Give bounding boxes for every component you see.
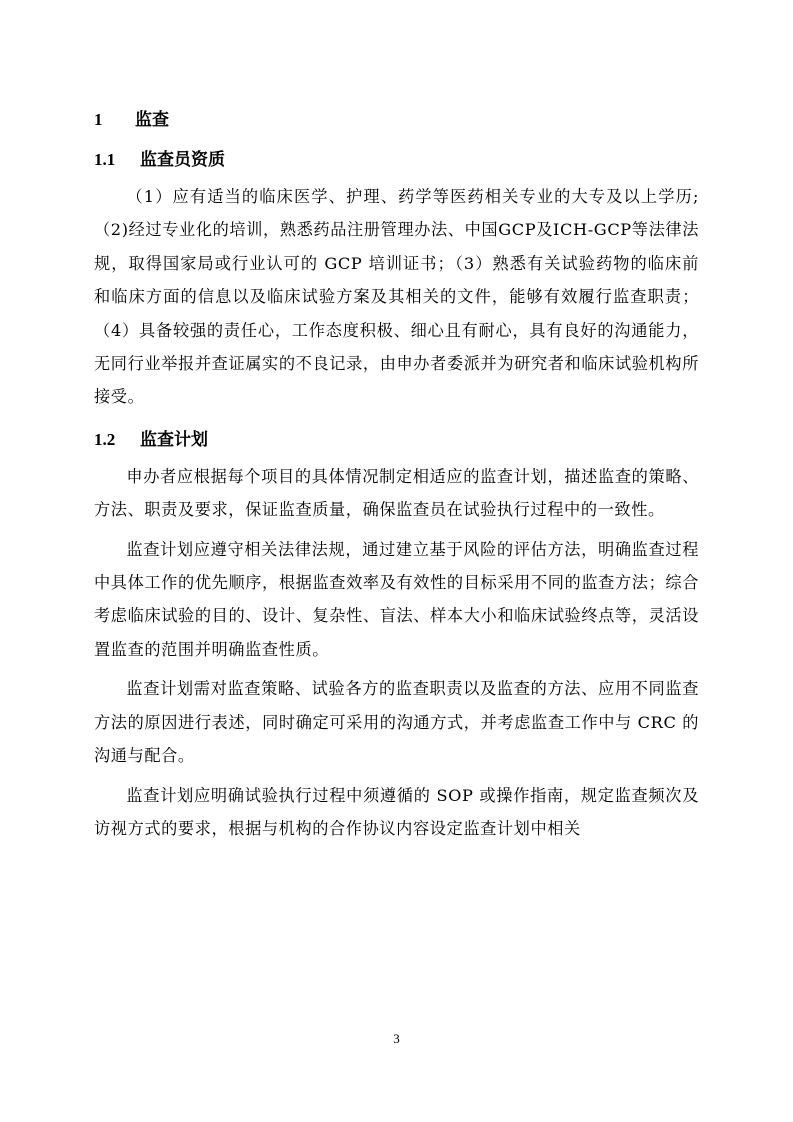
paragraph-plan-4: 监查计划应明确试验执行过程中须遵循的 SOP 或操作指南，规定监查频次及访视方式的要求，根据与机构的合作协议内容设定监查计划中相关 [94, 785, 699, 838]
section-heading-1 [94, 100, 699, 140]
page-number: 3 [393, 1031, 400, 1046]
section-number: 1.2 [94, 429, 116, 449]
paragraph-plan-1: 申办者应根据每个项目的具体情况制定相适应的监查计划，描述监查的策略、方法、职责及要求，保证监查质量，确保监查员在试验执行过程中的一致性。 [94, 466, 699, 520]
section-title: 监查 [135, 110, 169, 130]
section-number: 1 [94, 110, 103, 129]
section-title: 监查计划 [140, 429, 208, 450]
paragraph-plan-2: 监查计划应遵守相关法律法规，通过建立基于风险的评估方法，明确监查过程中具体工作的优先顺序，根据监查效率及有效性的目标采用不同的监查方法；综合考虑临床试验的目的、设计、复杂性、盲法、样本大小和临床试验终点等，灵活设置监查的范围并明确监查性质。 [94, 539, 699, 659]
section-heading-1-1 [94, 140, 699, 180]
paragraph-qualifications: （1）应有适当的临床医学、护理、药学等医药相关专业的大专及以上学历;（2)经过专业化的培训，熟悉药品注册管理办法、中国GCP及ICH-GCP等法律法规，取得国家局或行业认可的 GCP 培训证书；（3）熟悉有关试验药物的临床前和临床方面的信息以及临床试验方案及其相关的文件，能够有效履行监查职责；（4）具备较强的责任心，工作态度积极、细心且有耐心，具有良好的沟通能力，无同行业举报并查证属实的不良记录，由申办者委派并为研究者和临床试验机构所接受。 [94, 187, 699, 407]
section-number: 1.1 [94, 150, 116, 169]
section-heading-1-2 [94, 420, 699, 460]
section-title: 监查员资质 [140, 150, 225, 170]
page-content [94, 100, 699, 851]
paragraph-plan-3: 监查计划需对监查策略、试验各方的监查职责以及监查的方法、应用不同监查方法的原因进行表述，同时确定可采用的沟通方式，并考虑监查工作中与 CRC 的沟通与配合。 [94, 679, 699, 766]
